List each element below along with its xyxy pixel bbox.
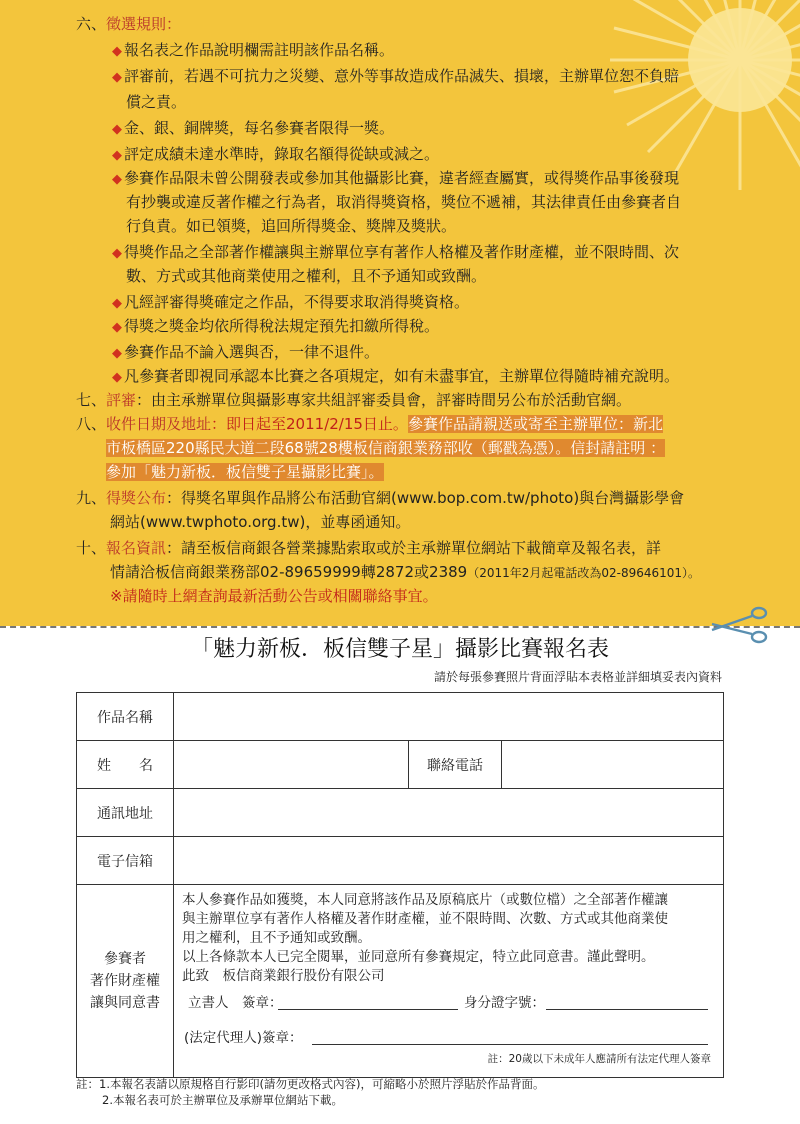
section9-title: 得獎公布	[106, 489, 167, 507]
rule-item: ◆ 參賽作品不論入選與否，一律不退件。	[112, 343, 380, 361]
section8-address: 市板橋區220縣民大道二段68號28樓板信商銀業務部收（郵戳為憑）。信封請註明 ：	[106, 439, 666, 457]
email-label: 電子信箱	[77, 837, 174, 885]
diamond-icon: ◆	[112, 370, 122, 385]
rule-item-cont: 有抄襲或違反著作權之行為者，取消得獎資格，獎位不遞補，其法律責任由參賽者自	[126, 193, 682, 211]
section10-line2: 情請洽板信商銀業務部02-89659999轉2872或2389（2011年2月起電話改為02-89646101）。	[110, 563, 701, 581]
diamond-icon: ◆	[112, 172, 122, 187]
section7-title: 評審	[106, 391, 137, 409]
diamond-icon: ◆	[112, 296, 122, 311]
email-field[interactable]	[174, 837, 724, 885]
diamond-icon: ◆	[112, 246, 122, 261]
form-title: 「魅力新板．板信雙子星」攝影比賽報名表	[190, 637, 609, 662]
rule-item: ◆ 凡參賽者即視同承認本比賽之各項規定，如有未盡事宜，主辦單位得隨時補充說明。	[112, 367, 680, 385]
rule-item: ◆ 金、銀、銅牌獎，每名參賽者限得一獎。	[112, 119, 395, 137]
rule-item: ◆ 評定成績未達水準時，錄取名額得從缺或減之。	[112, 145, 440, 163]
section7-number: 七、	[76, 391, 107, 409]
phone-field[interactable]	[502, 741, 724, 789]
signer-signature-field[interactable]	[278, 1009, 458, 1010]
section10-title: 報名資訊	[106, 539, 167, 557]
work-name-field[interactable]	[174, 693, 724, 741]
section9-number: 九、	[76, 489, 107, 507]
section9-line: 得獎公布：得獎名單與作品將公布活動官網(www.bop.com.tw/photo)與台灣攝影學會	[106, 489, 685, 507]
section8-title: 收件日期及地址	[106, 415, 212, 433]
id-number-field[interactable]	[546, 1009, 708, 1010]
guardian-signature-field[interactable]	[312, 1044, 708, 1045]
section7-line: 評審：由主承辦單位與攝影專家共組評審委員會，評審時間另公布於活動官網。	[106, 391, 632, 409]
section10-number: 十、	[76, 539, 107, 557]
consent-body	[174, 885, 724, 1078]
rule-item-cont: 數、方式或其他商業使用之權利，且不予通知或致酬。	[126, 267, 487, 285]
minor-note: 註：20歲以下未成年人應請所有法定代理人簽章	[487, 1053, 711, 1065]
address-field[interactable]	[174, 789, 724, 837]
cut-line	[0, 626, 800, 628]
form-subtitle: 請於每張參賽照片背面浮貼本表格並詳細填妥表內資料	[433, 670, 722, 684]
footnote-1: 註：1.本報名表請以原規格自行影印(請勿更改格式內容)，可縮略小於照片浮貼於作品背面。	[76, 1077, 545, 1091]
phone-label: 聯絡電話	[409, 741, 502, 789]
diamond-icon: ◆	[112, 70, 122, 85]
address-label: 通訊地址	[77, 789, 174, 837]
section9-line2: 網站(www.twphoto.org.tw)，並專函通知。	[110, 513, 411, 531]
rule-item: ◆ 得獎作品之全部著作權讓與主辦單位享有著作人格權及著作財產權，並不限時間、次	[112, 243, 680, 261]
diamond-icon: ◆	[112, 346, 122, 361]
rule-item-cont: 行負責。如已領獎，追回所得獎金、獎牌及獎狀。	[126, 217, 457, 235]
diamond-icon: ◆	[112, 44, 122, 59]
rule-item: ◆ 得獎之獎金均依所得稅法規定預先扣繳所得稅。	[112, 317, 440, 335]
name-field[interactable]	[174, 741, 409, 789]
rule-item: ◆ 報名表之作品說明欄需註明該作品名稱。	[112, 41, 395, 59]
sun-rays-icon	[610, 0, 800, 190]
consent-label: 參賽者 著作財產權 讓與同意書	[77, 885, 174, 1078]
footnote-2: 2.本報名表可於主辦單位及承辦單位網站下載。	[102, 1093, 343, 1107]
name-label: 姓 名	[77, 741, 174, 789]
section8-envelope: 參加「魅力新板．板信雙子星攝影比賽」。	[106, 463, 384, 481]
signer-label: 立書人 簽章：	[188, 995, 283, 1011]
section8-line: 收件日期及地址：即日起至2011/2/15日止。參賽作品請親送或寄至主辦單位：新北	[106, 415, 663, 433]
work-name-label: 作品名稱	[77, 693, 174, 741]
section10-line: 報名資訊：請至板信商銀各營業據點索取或於主承辦單位網站下載簡章及報名表，詳	[106, 539, 662, 557]
diamond-icon: ◆	[112, 320, 122, 335]
section8-number: 八、	[76, 415, 107, 433]
section10-notice: ※請隨時上網查詢最新活動公告或相關聯絡事宜。	[110, 587, 438, 605]
section6-title: 徵選規則：	[106, 15, 182, 33]
rule-item: ◆ 參賽作品限未曾公開發表或參加其他攝影比賽，違者經查屬實，或得獎作品事後發現	[112, 169, 680, 187]
rule-item: ◆ 評審前，若遇不可抗力之災變、意外等事故造成作品滅失、損壞，主辦單位恕不負賠	[112, 67, 680, 85]
entry-form	[76, 692, 724, 1078]
guardian-label: (法定代理人)簽章：	[184, 1030, 303, 1046]
rule-item: ◆ 凡經評審得獎確定之作品，不得要求取消得獎資格。	[112, 293, 470, 311]
section6-number: 六、	[76, 15, 107, 33]
diamond-icon: ◆	[112, 122, 122, 137]
id-number-label: 身分證字號：	[464, 995, 545, 1011]
rule-item-cont: 償之責。	[126, 93, 187, 111]
consent-text: 本人參賽作品如獲獎，本人同意將該作品及原稿底片（或數位檔）之全部著作權讓 與主辦單位享有著作人格權及著作財產權，並不限時間、次數、方式或其他商業使 用之權利，且不予通知或致酬。 以上各條款本人已完全閱畢，並同意所有參賽規定，特立此同意書。謹此聲明。 此致 板信商業銀行股份有限公司	[182, 892, 668, 984]
diamond-icon: ◆	[112, 148, 122, 163]
